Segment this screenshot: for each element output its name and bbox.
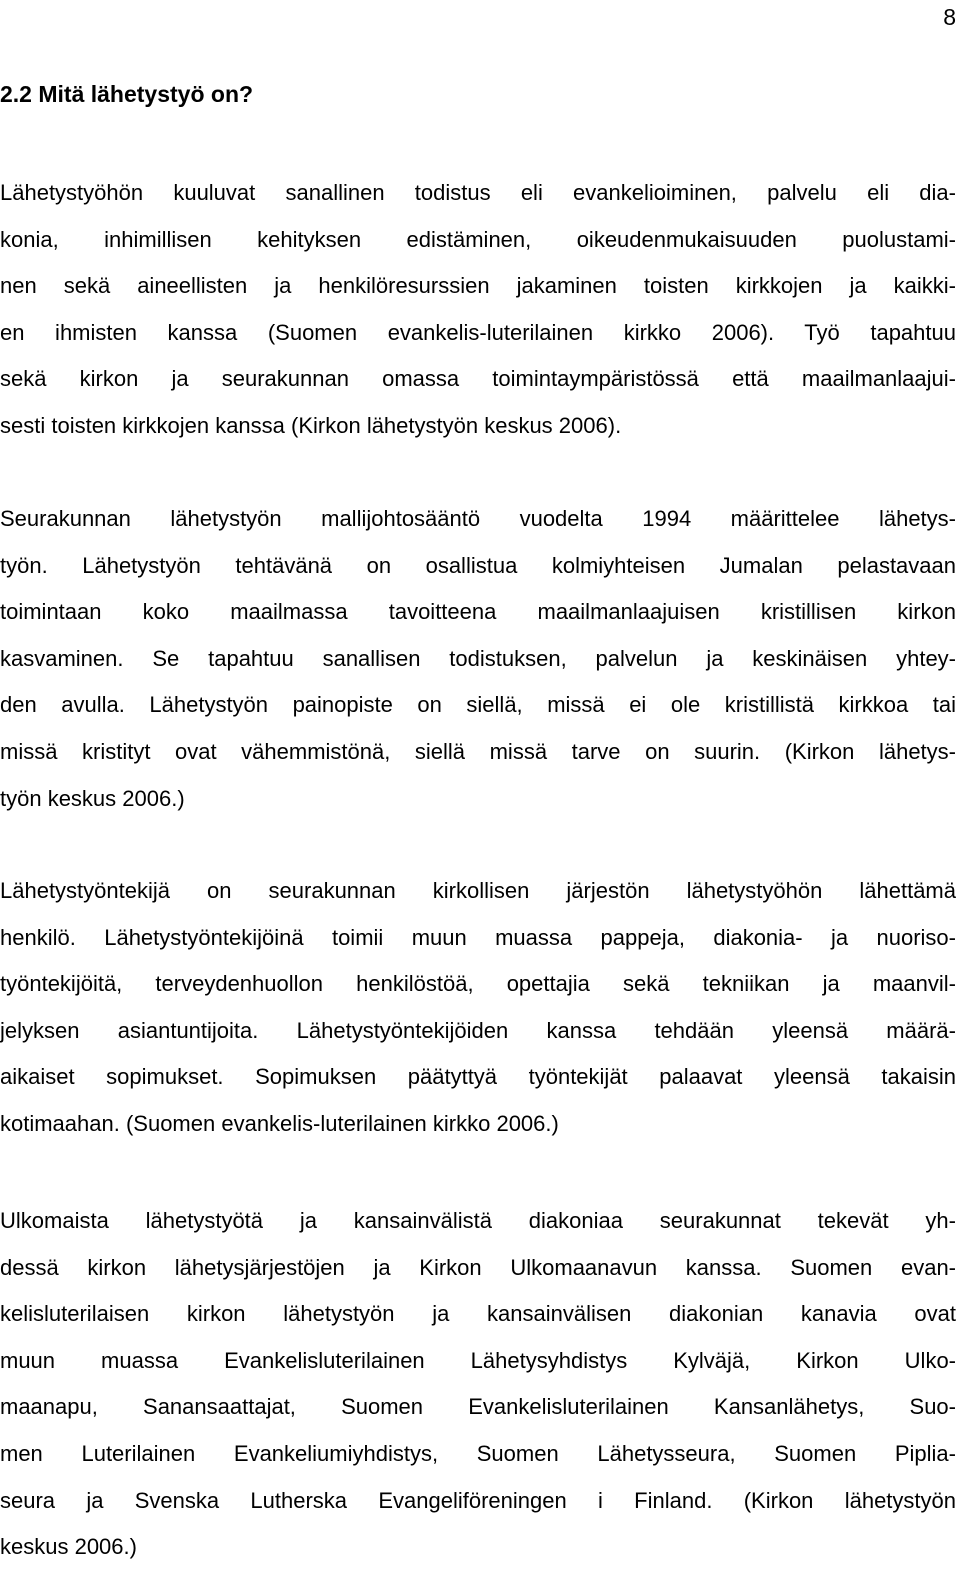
- paragraph-line: kotimaahan. (Suomen evankelis-luterilainen kirkko 2006.): [0, 1110, 559, 1136]
- paragraph-3: [0, 868, 956, 1148]
- paragraph-line: kasvaminen. Se tapahtuu sanallisen todistuksen, palvelun ja keskinäisen yhtey-: [0, 645, 956, 671]
- paragraph-line: henkilö. Lähetystyöntekijöinä toimii muun muassa pappeja, diakonia- ja nuoriso-: [0, 924, 956, 950]
- paragraph-line: missä kristityt ovat vähemmistönä, siellä missä tarve on suurin. (Kirkon lähetys-: [0, 738, 956, 764]
- paragraph-line: men Luterilainen Evankeliumiyhdistys, Suomen Lähetysseura, Suomen Pipliа-: [0, 1440, 956, 1466]
- paragraph-line: Ulkomaista lähetystyötä ja kansainvälistä diakoniaa seurakunnat tekevät yh-: [0, 1208, 956, 1233]
- paragraph-line: den avulla. Lähetystyön painopiste on siellä, missä ei ole kristillistä kirkkoa tai: [0, 692, 956, 718]
- paragraph-line: kelisluterilaisen kirkon lähetystyön ja kansainvälisen diakonian kanavia ovat: [0, 1301, 956, 1327]
- paragraph-2: [0, 496, 956, 822]
- section-heading: 2.2 Mitä lähetystyö on?: [0, 81, 254, 107]
- paragraph-line: työn. Lähetystyön tehtävänä on osallistua kolmiyhteisen Jumalan pelastavaan: [0, 552, 956, 578]
- paragraph-line: jelyksen asiantuntijoita. Lähetystyöntekijöiden kanssa tehdään yleensä määrä-: [0, 1017, 956, 1043]
- paragraph-line: en ihmisten kanssa (Suomen evankelis-luterilainen kirkko 2006). Työ tapahtuu: [0, 319, 956, 345]
- paragraph-line: työn keskus 2006.): [0, 785, 185, 811]
- paragraph-line: maanapu, Sanansaattajat, Suomen Evankelisluterilainen Kansanlähetys, Suo-: [0, 1394, 956, 1420]
- paragraph-line: sekä kirkon ja seurakunnan omassa toimintaympäristössä että maailmanlaajui-: [0, 366, 956, 392]
- paragraph-4: [0, 1198, 956, 1571]
- paragraph-line: Seurakunnan lähetystyön mallijohtosääntö vuodelta 1994 määrittelee lähetys-: [0, 506, 956, 531]
- paragraph-line: seura ja Svenska Lutherska Evangeliföreningen i Finland. (Kirkon lähetystyön: [0, 1487, 956, 1513]
- paragraph-line: nen sekä aineellisten ja henkilöresurssien jakaminen toisten kirkkojen ja kaikki-: [0, 273, 956, 299]
- paragraph-line: konia, inhimillisen kehityksen edistäminen, oikeudenmukaisuuden puolustami-: [0, 226, 956, 252]
- paragraph-line: aikaiset sopimukset. Sopimuksen päätyttyä työntekijät palaavat yleensä takaisin: [0, 1064, 956, 1090]
- paragraph-line: muun muassa Evankelisluterilainen Lähetysyhdistys Kylväjä, Kirkon Ulko-: [0, 1347, 956, 1373]
- paragraph-line: dessä kirkon lähetysjärjestöjen ja Kirkon Ulkomaanavun kanssa. Suomen evan-: [0, 1254, 956, 1280]
- paragraph-1: [0, 170, 956, 450]
- paragraph-line: Lähetystyöntekijä on seurakunnan kirkollisen järjestön lähetystyöhön lähettämä: [0, 878, 956, 903]
- paragraph-line: työntekijöitä, terveydenhuollon henkilöstöä, opettajia sekä tekniikan ja maanvil-: [0, 971, 956, 997]
- page-number: 8: [943, 4, 956, 30]
- paragraph-line: sesti toisten kirkkojen kanssa (Kirkon lähetystyön keskus 2006).: [0, 412, 622, 438]
- paragraph-line: keskus 2006.): [0, 1534, 137, 1560]
- paragraph-line: Lähetystyöhön kuuluvat sanallinen todistus eli evankelioiminen, palvelu eli dia-: [0, 180, 956, 205]
- paragraph-line: toimintaan koko maailmassa tavoitteena maailmanlaajuisen kristillisen kirkon: [0, 599, 956, 625]
